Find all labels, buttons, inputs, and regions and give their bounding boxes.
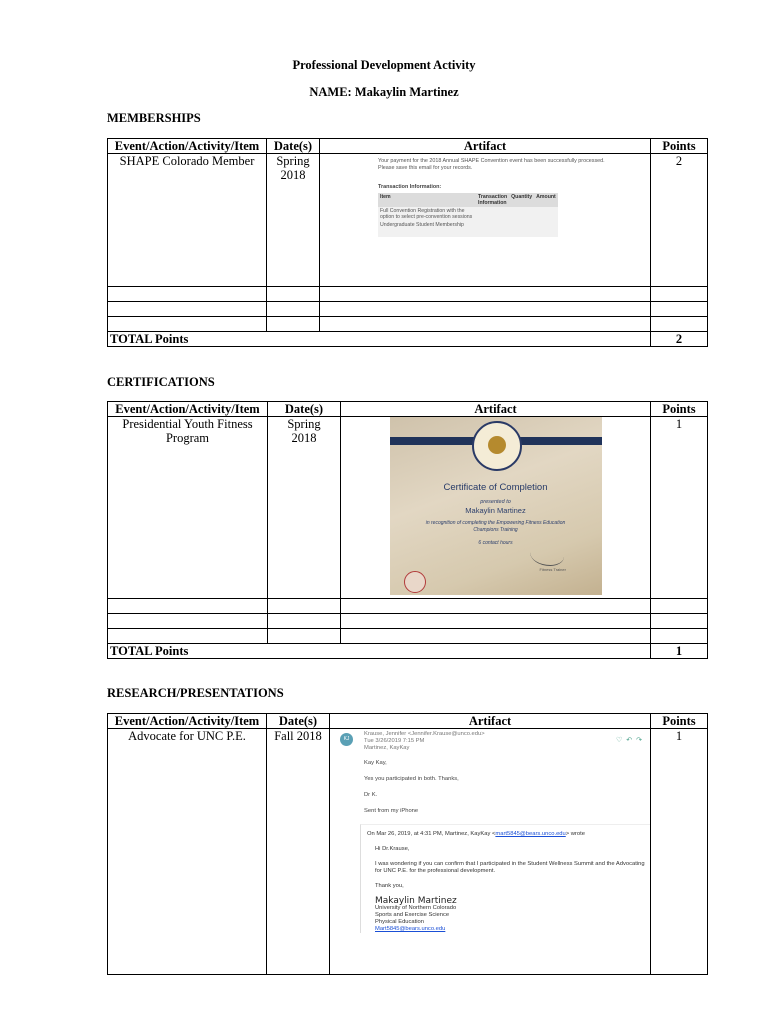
artifact-cell bbox=[320, 154, 651, 287]
research-heading: RESEARCH/PRESENTATIONS bbox=[107, 686, 284, 700]
date-cell: Spring 2018 bbox=[268, 417, 341, 599]
table-header-row bbox=[108, 139, 708, 154]
artifact-column-header: Artifact bbox=[320, 139, 651, 154]
dates-column-header: Date(s) bbox=[267, 714, 330, 729]
table-row bbox=[108, 614, 708, 629]
email-screenshot: KJ ♡↶↷ Krause, Jennifer <Jennifer.Krause@unco.edu> Tue 3/26/2019 7:15 PM Martinez, KayKay Kay Kay, Yes you participated in both. Thanks, Dr K. Sent from my iPhone On Mar 26, 2019, at 4:31 PM, Martinez, KayKay <mart5845@bears.unco.edu> wrote Hi Dr.Krause, I was wondering if you can confirm that I participated in the Student Wellness Summit and the Advocating for UNC P.E. for the professional development. Thank you, Makaylin Martinez University of Northern Colorado Sports and Exercise Science Physical Education Mart5845@bears.unco.edu bbox=[336, 731, 650, 933]
total-points: 1 bbox=[651, 644, 708, 659]
points-column-header: Points bbox=[651, 139, 708, 154]
certifications-heading: CERTIFICATIONS bbox=[107, 375, 215, 389]
table-row bbox=[108, 302, 708, 317]
total-label: TOTAL Points bbox=[108, 332, 651, 347]
fitness-program-seal-icon bbox=[472, 421, 522, 471]
table-row bbox=[108, 287, 708, 302]
points-cell: 1 bbox=[651, 417, 708, 599]
email-actions-icon: ♡↶↷ bbox=[615, 737, 646, 744]
artifact-cell bbox=[330, 729, 651, 975]
date-cell: Spring 2018 bbox=[267, 154, 320, 287]
event-cell: Presidential Youth Fitness Program bbox=[108, 417, 268, 599]
date-cell: Fall 2018 bbox=[267, 729, 330, 975]
table-row bbox=[108, 729, 708, 975]
memberships-heading: MEMBERSHIPS bbox=[107, 111, 201, 125]
total-label: TOTAL Points bbox=[108, 644, 651, 659]
event-column-header: Event/Action/Activity/Item bbox=[108, 402, 268, 417]
total-points: 2 bbox=[651, 332, 708, 347]
event-column-header: Event/Action/Activity/Item bbox=[108, 139, 267, 154]
artifact-column-header: Artifact bbox=[341, 402, 651, 417]
table-header-row bbox=[108, 402, 708, 417]
signature bbox=[530, 543, 564, 566]
points-column-header: Points bbox=[651, 402, 708, 417]
dates-column-header: Date(s) bbox=[267, 139, 320, 154]
total-row bbox=[108, 644, 708, 659]
table-row bbox=[108, 154, 708, 287]
avatar: KJ bbox=[340, 733, 353, 746]
event-cell: SHAPE Colorado Member bbox=[108, 154, 267, 287]
table-row bbox=[108, 417, 708, 599]
artifact-cell bbox=[341, 417, 651, 599]
table-row bbox=[108, 599, 708, 614]
table-row bbox=[108, 629, 708, 644]
event-cell: Advocate for UNC P.E. bbox=[108, 729, 267, 975]
badge-icon bbox=[404, 571, 426, 593]
points-column-header: Points bbox=[651, 714, 708, 729]
points-cell: 2 bbox=[651, 154, 708, 287]
research-table bbox=[107, 713, 708, 975]
total-row bbox=[108, 332, 708, 347]
memberships-table bbox=[107, 138, 708, 347]
dates-column-header: Date(s) bbox=[268, 402, 341, 417]
artifact-column-header: Artifact bbox=[330, 714, 651, 729]
points-cell: 1 bbox=[651, 729, 708, 975]
table-row bbox=[108, 317, 708, 332]
document-title: Professional Development Activity bbox=[292, 58, 476, 72]
student-name: NAME: Makaylin Martinez bbox=[309, 85, 459, 99]
event-column-header: Event/Action/Activity/Item bbox=[108, 714, 267, 729]
certifications-table bbox=[107, 401, 708, 659]
table-header-row bbox=[108, 714, 708, 729]
payment-email-screenshot: Your payment for the 2018 Annual SHAPE Convention event has been successfully processed. Please save this email for your records. Transaction Information: Item Transaction Information Quantity Amount Full Convention Registration with the option to select pre-convention sessions Undergraduate Student Membership bbox=[322, 154, 648, 237]
certificate-photo: Certificate of Completion presented to Makaylin Martinez in recognition of completing the Empowering Fitness Education Champions Training 6 contact hours Fitness Trainer bbox=[390, 417, 602, 595]
